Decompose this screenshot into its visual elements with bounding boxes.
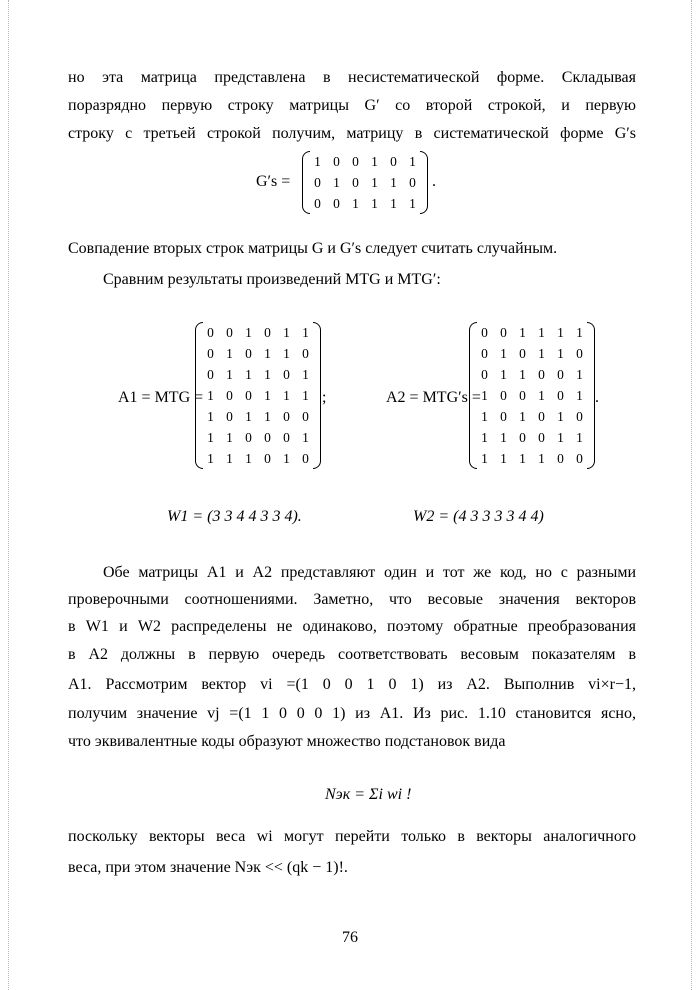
matrix-a2-row	[475, 364, 589, 385]
matrix-a2-cell: 0	[500, 408, 507, 424]
matrix-a2-cell: 1	[519, 450, 526, 466]
matrix-a1-cell: 1	[302, 429, 309, 445]
matrix-a1-row	[201, 406, 315, 427]
right-page-edge	[691, 0, 692, 990]
paragraph-line: проверочными соотношениями. Заметно, что весовые значения векторов	[68, 591, 636, 608]
matrix-a2-cell: 1	[576, 387, 583, 403]
matrix-a1-semicolon: ;	[322, 389, 327, 406]
matrix-gs-cell: 1	[409, 195, 416, 211]
matrix-gs-row	[308, 151, 422, 172]
matrix-a2-cell: 0	[576, 345, 583, 361]
matrix-a2-cell: 1	[500, 366, 507, 382]
matrix-gs-cell: 1	[371, 195, 378, 211]
matrix-a2-cell: 0	[576, 408, 583, 424]
matrix-a2-cell: 0	[519, 345, 526, 361]
matrix-a1-cell: 1	[302, 366, 309, 382]
matrix-a2-cell: 0	[500, 324, 507, 340]
paragraph-line: получим значение vj =(1 1 0 0 0 1) из A1. Из рис. 1.10 становится ясно,	[68, 705, 636, 722]
matrix-a1-cell: 0	[245, 429, 252, 445]
matrix-a1-cell: 1	[226, 345, 233, 361]
matrix-a1-cell: 1	[245, 366, 252, 382]
matrix-gs-cell: 0	[314, 195, 321, 211]
matrix-a1-cell: 0	[283, 429, 290, 445]
matrix-a2	[475, 322, 589, 469]
matrix-a1-cell: 1	[207, 387, 214, 403]
paragraph-line: Обе матрицы A1 и A2 представляют один и тот же код, но с разными	[103, 564, 636, 581]
matrix-a1-cell: 1	[283, 324, 290, 340]
matrix-gs-cell: 1	[352, 195, 359, 211]
matrix-a2-cell: 0	[481, 324, 488, 340]
matrix-a1-label: A1 = MTG =	[118, 389, 204, 406]
weight-vector-w2: W2 = (4 3 3 3 3 4 4)	[413, 508, 544, 525]
matrix-a2-cell: 1	[576, 429, 583, 445]
matrix-a1-cell: 1	[226, 366, 233, 382]
matrix-a1-cell: 0	[264, 324, 271, 340]
paragraph-line: Совпадение вторых строк матрицы G и G′s следует считать случайным.	[68, 240, 558, 257]
paragraph-line: что эквивалентные коды образуют множество подстановок вида	[68, 733, 506, 750]
matrix-a2-cell: 0	[538, 366, 545, 382]
matrix-a1-cell: 0	[245, 345, 252, 361]
paragraph-line: в A2 должны в первую очередь соответствовать весовым показателям в	[68, 646, 636, 663]
matrix-a2-row	[475, 427, 589, 448]
matrix-a1-cell: 0	[226, 408, 233, 424]
matrix-gs-row	[308, 172, 422, 193]
matrix-a2-cell: 0	[500, 387, 507, 403]
matrix-a1-cell: 0	[207, 324, 214, 340]
matrix-a1-cell: 1	[245, 324, 252, 340]
matrix-a1-cell: 1	[207, 408, 214, 424]
paragraph-line: A1. Рассмотрим вектор vi =(1 0 0 1 0 1) из A2. Выполнив vi×r−1,	[68, 676, 636, 693]
matrix-a2-cell: 1	[538, 387, 545, 403]
matrix-a2-cell: 0	[557, 450, 564, 466]
paragraph-line: поскольку векторы веса wi могут перейти только в векторы аналогичного	[68, 828, 636, 845]
matrix-a1-row	[201, 364, 315, 385]
matrix-a1-row	[201, 427, 315, 448]
matrix-gs-label: G′s =	[256, 173, 291, 190]
matrix-a2-cell: 0	[519, 387, 526, 403]
matrix-a2-row	[475, 322, 589, 343]
matrix-gs-row	[308, 193, 422, 214]
matrix-a2-cell: 0	[538, 408, 545, 424]
paragraph-line: строку с третьей строкой получим, матрицу в систематической форме G′s	[68, 125, 636, 142]
matrix-a2-cell: 1	[538, 345, 545, 361]
matrix-a1-cell: 1	[302, 324, 309, 340]
matrix-a2-cell: 1	[519, 366, 526, 382]
matrix-a2-cell: 0	[557, 387, 564, 403]
matrix-a2-cell: 1	[500, 429, 507, 445]
matrix-a1-cell: 1	[207, 429, 214, 445]
matrix-a1-cell: 1	[264, 387, 271, 403]
matrix-gs-cell: 0	[409, 174, 416, 190]
matrix-a2-cell: 1	[576, 324, 583, 340]
matrix-a1-cell: 1	[264, 408, 271, 424]
matrix-a2-cell: 1	[557, 429, 564, 445]
matrix-a2-row	[475, 448, 589, 469]
matrix-gs	[308, 151, 422, 214]
matrix-a1-cell: 1	[283, 345, 290, 361]
matrix-gs-cell: 1	[314, 153, 321, 169]
paragraph-line: поразрядно первую строку матрицы G′ со второй строкой, и первую	[68, 97, 636, 114]
matrix-gs-cell: 0	[333, 153, 340, 169]
matrix-a1-row	[201, 385, 315, 406]
matrix-gs-period: .	[432, 173, 436, 190]
matrix-a2-cell: 1	[519, 324, 526, 340]
matrix-a2-cell: 1	[557, 324, 564, 340]
matrix-a1-cell: 0	[302, 345, 309, 361]
matrix-a1-cell: 0	[302, 408, 309, 424]
matrix-gs-cell: 0	[314, 174, 321, 190]
matrix-a1-cell: 0	[207, 345, 214, 361]
matrix-a1-cell: 1	[302, 387, 309, 403]
matrix-gs-cell: 0	[333, 195, 340, 211]
matrix-a2-cell: 0	[538, 429, 545, 445]
matrix-a2-cell: 1	[519, 408, 526, 424]
matrix-a2-cell: 1	[481, 408, 488, 424]
matrix-a1-row	[201, 448, 315, 469]
matrix-a2-cell: 1	[538, 324, 545, 340]
matrix-a1-row	[201, 343, 315, 364]
paragraph-line: веса, при этом значение Nэк << (qk − 1)!.	[68, 859, 348, 876]
matrix-a2-row	[475, 406, 589, 427]
matrix-a2-period: .	[595, 389, 599, 406]
matrix-a2-cell: 1	[538, 450, 545, 466]
matrix-a2-cell: 0	[576, 450, 583, 466]
matrix-gs-cell: 1	[371, 174, 378, 190]
matrix-a1-cell: 0	[264, 450, 271, 466]
matrix-a1-cell: 1	[264, 366, 271, 382]
matrix-a1-cell: 1	[245, 408, 252, 424]
matrix-a2-row	[475, 343, 589, 364]
matrix-a1-cell: 1	[207, 450, 214, 466]
matrix-a1-cell: 0	[283, 366, 290, 382]
matrix-a2-cell: 0	[481, 366, 488, 382]
matrix-a1-cell: 1	[226, 450, 233, 466]
matrix-a1-cell: 0	[226, 324, 233, 340]
matrix-a1-cell: 0	[283, 408, 290, 424]
matrix-a2-cell: 1	[557, 345, 564, 361]
weight-vector-w1: W1 = (3 3 4 4 3 3 4).	[167, 508, 302, 525]
matrix-a2-cell: 1	[557, 408, 564, 424]
matrix-gs-cell: 1	[390, 195, 397, 211]
matrix-a1-cell: 1	[283, 387, 290, 403]
matrix-gs-cell: 1	[390, 174, 397, 190]
page-number: 76	[342, 929, 358, 946]
matrix-gs-cell: 1	[333, 174, 340, 190]
matrix-a1-cell: 0	[226, 387, 233, 403]
matrix-gs-cell: 0	[390, 153, 397, 169]
matrix-a1-row	[201, 322, 315, 343]
matrix-a1-cell: 0	[207, 366, 214, 382]
matrix-gs-cell: 0	[352, 153, 359, 169]
matrix-a1-cell: 0	[245, 387, 252, 403]
matrix-a2-label: A2 = MTG′s =	[386, 389, 481, 406]
matrix-gs-cell: 1	[371, 153, 378, 169]
matrix-a2-cell: 1	[481, 387, 488, 403]
matrix-a2-cell: 1	[481, 429, 488, 445]
matrix-a1-cell: 0	[264, 429, 271, 445]
matrix-a2-cell: 0	[557, 366, 564, 382]
paragraph-line: Сравним результаты произведений MTG и MTG′:	[103, 271, 441, 288]
paragraph-line: но эта матрица представлена в несистематической форме. Складывая	[68, 69, 636, 86]
matrix-a1	[201, 322, 315, 469]
matrix-a2-cell: 1	[500, 450, 507, 466]
left-page-edge	[8, 0, 9, 990]
matrix-gs-cell: 0	[352, 174, 359, 190]
matrix-a2-cell: 1	[500, 345, 507, 361]
formula-nek: Nэк = Σi wi !	[325, 786, 412, 803]
matrix-a1-cell: 1	[245, 450, 252, 466]
matrix-a2-cell: 1	[576, 366, 583, 382]
paragraph-line: в W1 и W2 распределены не одинаково, поэтому обратные преобразования	[68, 618, 636, 635]
matrix-a1-cell: 0	[302, 450, 309, 466]
matrix-a1-cell: 1	[264, 345, 271, 361]
matrix-a1-cell: 1	[226, 429, 233, 445]
matrix-a1-cell: 1	[283, 450, 290, 466]
matrix-a2-cell: 1	[481, 450, 488, 466]
matrix-a2-row	[475, 385, 589, 406]
matrix-a2-cell: 0	[519, 429, 526, 445]
matrix-gs-cell: 1	[409, 153, 416, 169]
matrix-a2-cell: 0	[481, 345, 488, 361]
